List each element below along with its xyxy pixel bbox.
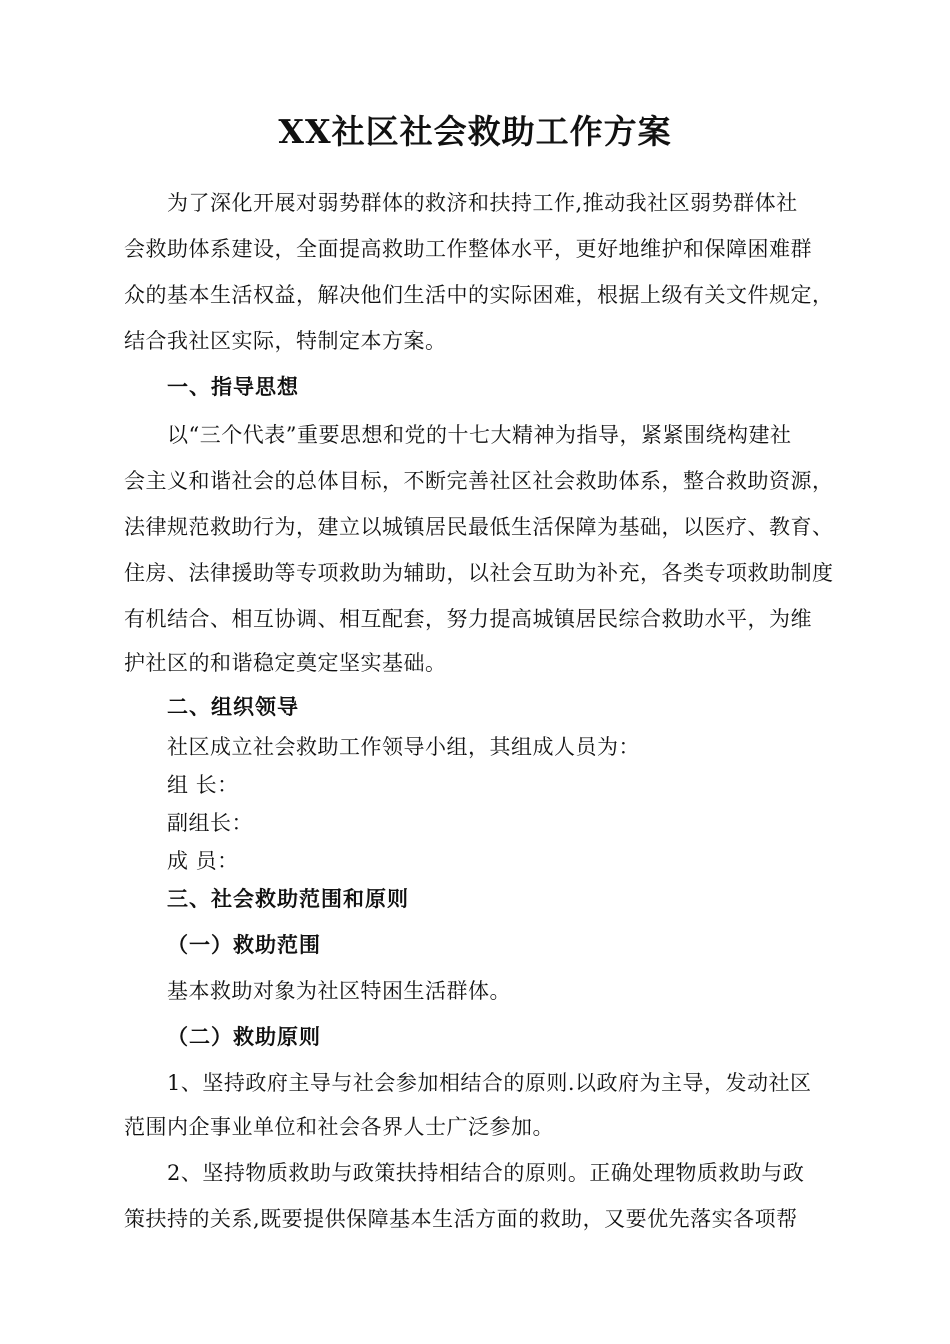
section-heading: 二、组织领导 <box>167 694 299 719</box>
paragraph-line: 会救助体系建设，全面提高救助工作整体水平，更好地维护和保障困难群 <box>124 237 812 261</box>
paragraph-line: 有机结合、相互协调、相互配套，努力提高城镇居民综合救助水平，为维 <box>124 607 812 631</box>
paragraph-line: 为了深化开展对弱势群体的救济和扶持工作,推动我社区弱势群体社 <box>167 191 798 215</box>
paragraph-line: 众的基本生活权益，解决他们生活中的实际困难，根据上级有关文件规定， <box>124 283 834 307</box>
paragraph-line: 基本救助对象为社区特困生活群体。 <box>167 979 511 1003</box>
paragraph-line: 范围内企事业单位和社会各界人士广泛参加。 <box>124 1115 554 1139</box>
paragraph-line: 策扶持的关系,既要提供保障基本生活方面的救助，又要优先落实各项帮 <box>124 1207 798 1231</box>
document-title: XX社区社会救助工作方案 <box>278 112 672 151</box>
member-line: 成 员： <box>167 849 239 873</box>
member-line: 副组长： <box>167 811 253 835</box>
paragraph-line: 法律规范救助行为，建立以城镇居民最低生活保障为基础，以医疗、教育、 <box>124 515 834 539</box>
paragraph-line: 以“三个代表”重要思想和党的十七大精神为指导，紧紧围绕构建社 <box>167 423 792 447</box>
subsection-heading: （一）救助范围 <box>167 932 321 957</box>
paragraph-line: 结合我社区实际，特制定本方案。 <box>124 329 447 353</box>
section-heading: 一、指导思想 <box>167 374 299 399</box>
paragraph-line: 社区成立社会救助工作领导小组，其组成人员为： <box>167 735 640 759</box>
section-heading: 三、社会救助范围和原则 <box>167 886 409 911</box>
paragraph-line: 护社区的和谐稳定奠定坚实基础。 <box>124 651 447 675</box>
paragraph-line: 2、坚持物质救助与政策扶持相结合的原则。正确处理物质救助与政 <box>167 1161 805 1185</box>
paragraph-line: 会主义和谐社会的总体目标，不断完善社区社会救助体系，整合救助资源， <box>124 469 834 493</box>
paragraph-line: 1、坚持政府主导与社会参加相结合的原则.以政府为主导，发动社区 <box>167 1071 812 1095</box>
subsection-heading: （二）救助原则 <box>167 1024 321 1049</box>
paragraph-line: 住房、法律援助等专项救助为辅助，以社会互助为补充，各类专项救助制度 <box>124 561 834 585</box>
member-line: 组 长： <box>167 773 239 797</box>
